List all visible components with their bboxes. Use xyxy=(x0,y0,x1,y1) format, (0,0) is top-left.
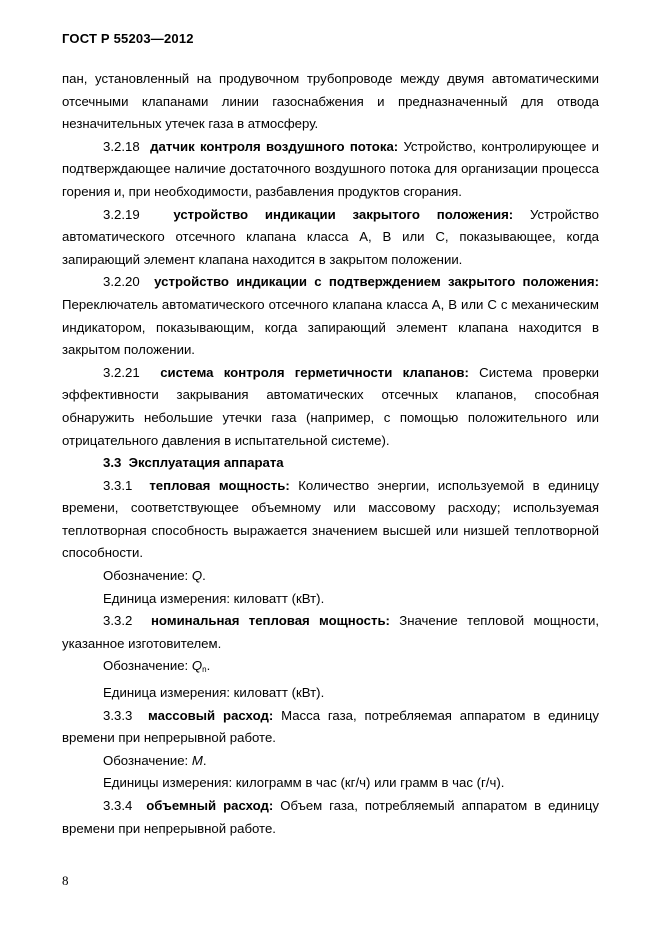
section-heading-3-3 xyxy=(62,452,599,475)
designation-label: Обозначение: xyxy=(103,568,192,584)
clause-number: 3.2.20 xyxy=(103,274,140,290)
paragraph-continuation xyxy=(62,68,599,136)
clause-number: 3.3.2 xyxy=(103,613,133,629)
definition-text: Количество энергии, используемой в единицу времени, соответствующее объемному или массовому расходу; используемая теплотворная способность выражается значением высшей или низшей теплотворной способности. xyxy=(62,477,599,561)
section-title: Эксплуатация аппарата xyxy=(128,455,284,471)
clause-number: 3.2.19 xyxy=(103,206,140,222)
definition-3-3-3 xyxy=(62,705,599,750)
definition-3-3-2 xyxy=(62,610,599,655)
designation-tail: . xyxy=(202,752,207,768)
definition-text: Устройство, контролирующее и подтверждающее наличие достаточного воздушного потока для организации процесса горения и, при необходимости, разбавления продуктов сгорания. xyxy=(62,138,600,199)
designation-subscript: n xyxy=(202,665,207,675)
designation-label: Обозначение: xyxy=(103,658,192,674)
definition-3-2-21 xyxy=(62,362,599,452)
document-body xyxy=(62,68,599,840)
definition-text: Масса газа, потребляемая аппаратом в единицу времени при непрерывной работе. xyxy=(62,707,600,746)
designation-symbol: M xyxy=(191,752,203,768)
designation-tail: . xyxy=(206,658,211,674)
designation-tail: . xyxy=(202,568,206,584)
term: объемный расход: xyxy=(146,798,274,813)
page-number: 8 xyxy=(62,873,69,888)
clause-number: 3.2.21 xyxy=(103,364,140,380)
designation-line xyxy=(62,655,599,682)
unit-text: Единицы измерения: килограмм в час (кг/ч) или грамм в час (г/ч). xyxy=(103,775,505,791)
unit-line xyxy=(62,682,599,705)
designation-line xyxy=(62,750,599,773)
term: массовый расход: xyxy=(148,707,274,723)
clause-number: 3.3.4 xyxy=(103,798,133,813)
definition-text: Устройство автоматического отсечного клапана класса А, В или С, показывающее, когда запирающий элемент клапана находится в закрытом положении. xyxy=(62,206,599,267)
definition-3-2-19 xyxy=(62,204,599,272)
section-number: 3.3 xyxy=(103,455,122,471)
definition-text: Значение тепловой мощности, указанное изготовителем. xyxy=(62,613,599,651)
definition-3-3-4 xyxy=(62,795,599,840)
term: устройство индикации закрытого положения: xyxy=(173,206,514,222)
unit-text: Единица измерения: киловатт (кВт). xyxy=(103,685,325,701)
clause-number: 3.3.1 xyxy=(103,477,133,493)
definition-text: Система проверки эффективности закрывания автоматических отсечных клапанов, способная обнаружить небольшие утечки газа (например, с помощью положительного или отрицательного давления в испытательной системе). xyxy=(62,364,600,448)
designation-symbol: Q xyxy=(191,568,203,584)
clause-number: 3.3.3 xyxy=(103,707,133,723)
term: датчик контроля воздушного потока: xyxy=(150,138,399,154)
designation-line xyxy=(62,565,599,588)
designation-symbol: Q xyxy=(191,658,203,674)
definition-text: Объем газа, потребляемый аппаратом в единицу времени при непрерывной работе. xyxy=(62,798,600,836)
clause-number: 3.2.18 xyxy=(103,138,140,154)
term: номинальная тепловая мощность: xyxy=(150,613,390,629)
term: система контроля герметичности клапанов: xyxy=(160,364,469,380)
definition-3-3-1 xyxy=(62,475,599,565)
term: тепловая мощность: xyxy=(149,477,290,493)
paragraph-text: пан, установленный на продувочном трубопроводе между двумя автоматическими отсечными клапанами линии газоснабжения и предназначенный для отвода незначительных утечек газа в атмосферу. xyxy=(62,71,599,132)
document-header: ГОСТ Р 55203—2012 xyxy=(62,31,194,46)
term: устройство индикации с подтверждением закрытого положения: xyxy=(154,274,600,290)
definition-text: Переключатель автоматического отсечного клапана класса А, В или С с механическим индикатором, показывающим, когда запирающий элемент клапана находится в закрытом положении. xyxy=(62,296,599,358)
unit-text: Единица измерения: киловатт (кВт). xyxy=(103,590,325,606)
designation-label: Обозначение: xyxy=(103,752,192,768)
definition-3-2-18 xyxy=(62,136,599,204)
definition-3-2-20 xyxy=(62,271,599,361)
unit-line xyxy=(62,588,599,611)
unit-line xyxy=(62,772,599,795)
